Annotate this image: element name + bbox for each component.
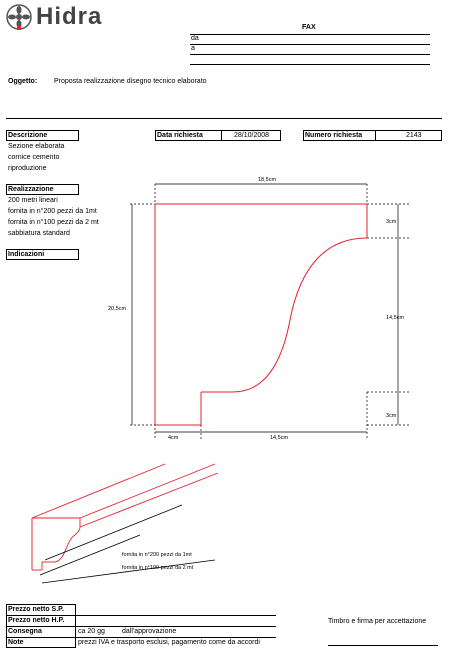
oggetto-label: Oggetto: xyxy=(8,78,38,85)
signature-rule xyxy=(328,645,438,646)
consegna-value-2: dall'approvazione xyxy=(122,628,177,635)
descrizione-line-1: Sezione elaborata xyxy=(8,143,65,150)
descrizione-line-2: cornice cemento xyxy=(8,154,60,161)
perspective-note-2: fornita in n°100 pezzi da 2 mt xyxy=(122,565,194,571)
prezzo-sp-label: Prezzo netto S.P. xyxy=(8,606,64,613)
realizzazione-line-3: fornita in n°100 pezzi da 2 mt xyxy=(8,219,99,226)
indicazioni-label: Indicazioni xyxy=(8,251,45,258)
realizzazione-line-2: fornita in n°200 pezzi da 1mt xyxy=(8,208,97,215)
brand-name: Hidra xyxy=(36,3,103,30)
realizzazione-line-1: 200 metri lineari xyxy=(8,197,58,204)
footer-value-rule-1 xyxy=(76,615,276,616)
da-label: da xyxy=(191,35,199,42)
fax-title: FAX xyxy=(302,24,316,31)
dim-top: 18,5cm xyxy=(258,177,277,183)
dim-bottom-left: 4cm xyxy=(168,435,179,441)
timbro-label: Timbro e firma per accettazione xyxy=(328,618,427,625)
dim-right-top: 3cm xyxy=(386,219,397,225)
realizzazione-line-4: sabbiatura standard xyxy=(8,230,70,237)
data-richiesta-label: Data richiesta xyxy=(157,132,203,139)
numero-richiesta-value: 2143 xyxy=(406,132,422,139)
dim-bottom-mid: 14,5cm xyxy=(270,435,289,441)
numero-richiesta-label: Numero richiesta xyxy=(305,132,363,139)
dim-right-bottom: 3cm xyxy=(386,413,397,419)
note-label: Note xyxy=(8,639,24,646)
prezzo-hp-label: Prezzo netto H.P. xyxy=(8,617,65,624)
consegna-value-1: ca 20 gg xyxy=(78,628,105,635)
note-value: prezzi IVA e trasporto esclusi, pagamento come da accordi xyxy=(78,639,260,646)
a-label: a xyxy=(191,45,195,52)
realizzazione-label: Realizzazione xyxy=(8,186,54,193)
descrizione-line-3: riproduzione xyxy=(8,165,47,172)
dim-right-mid: 14,5cm xyxy=(386,315,405,321)
perspective-note-1: fornita in n°200 pezzi da 1mt xyxy=(122,552,192,558)
oggetto-value: Proposta realizzazione disegno tecnico elaborato xyxy=(54,78,207,85)
consegna-label: Consegna xyxy=(8,628,42,635)
data-richiesta-value: 28/10/2008 xyxy=(234,132,270,139)
descrizione-label: Descrizione xyxy=(8,132,48,139)
dim-left: 20,5cm xyxy=(108,306,127,312)
